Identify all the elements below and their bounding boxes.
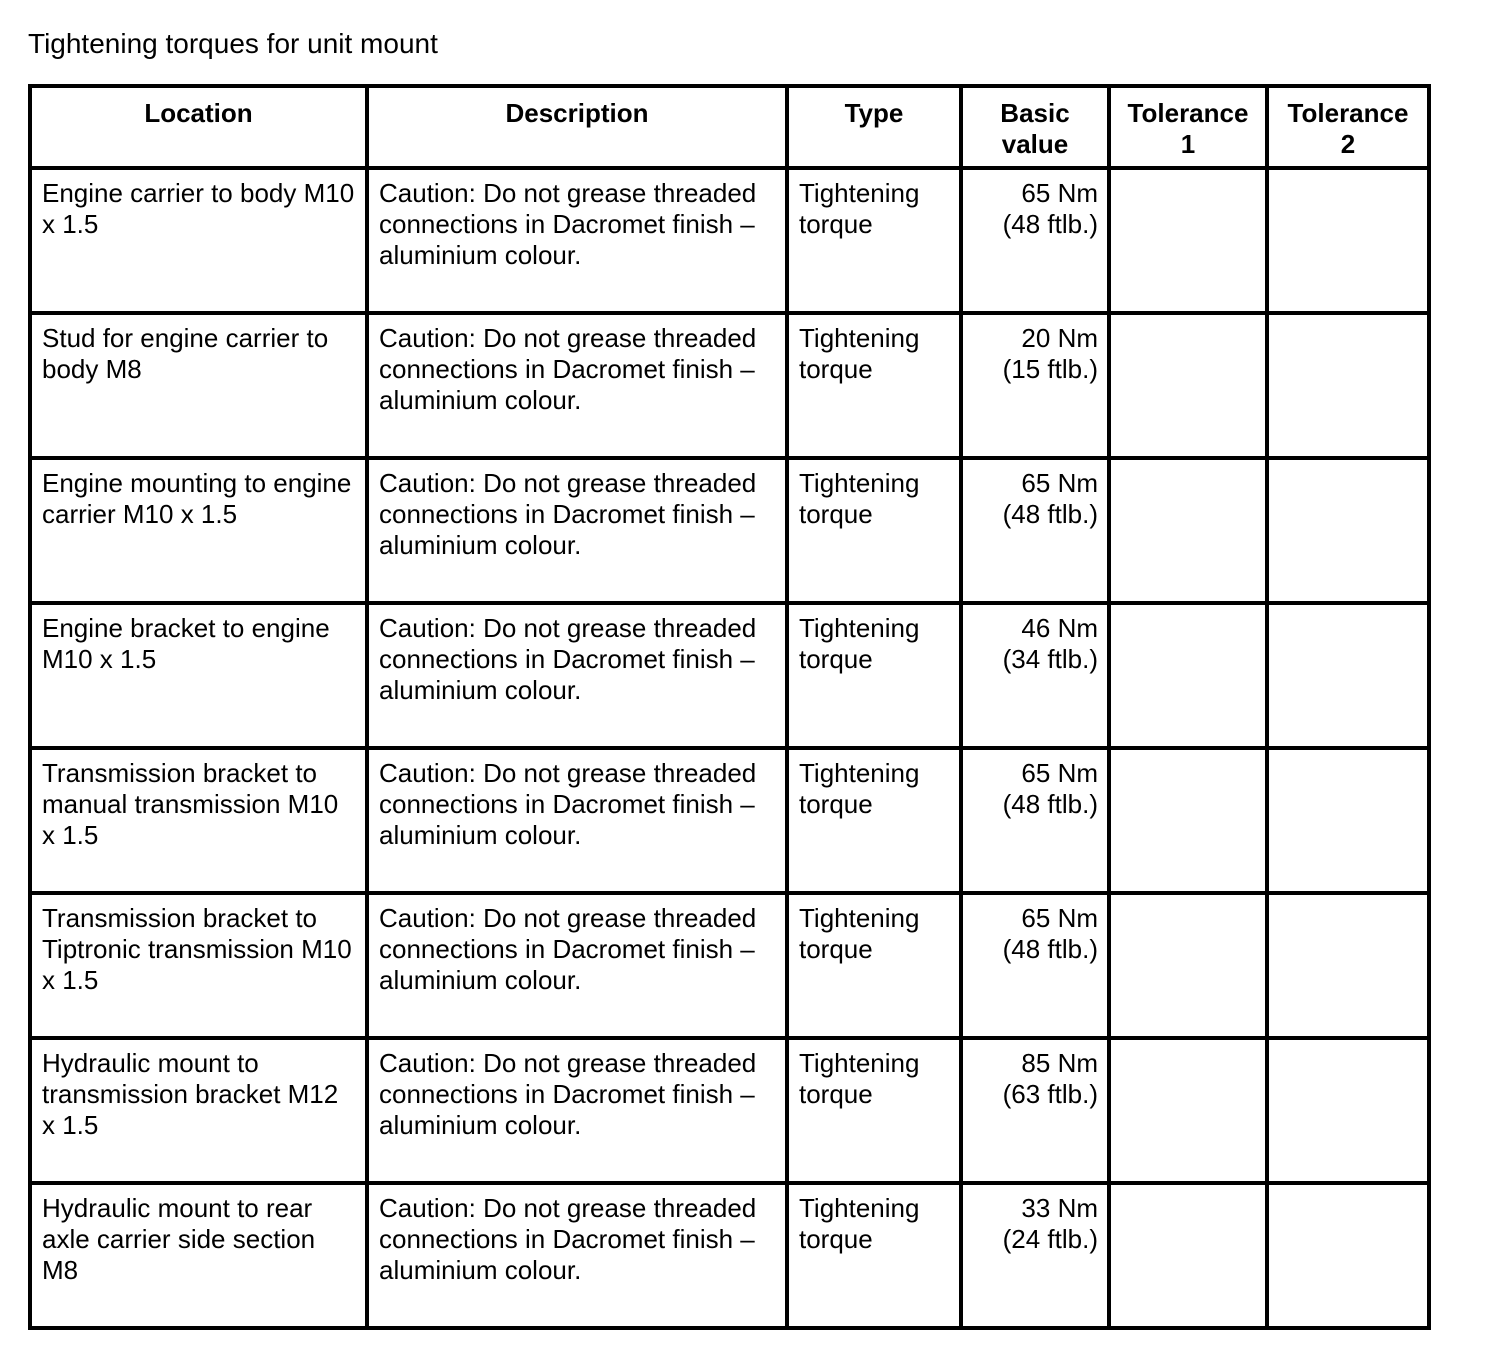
location-cell: Engine mounting to engine carrier M10 x 1.5 — [30, 458, 367, 603]
header-tolerance-2-line1: Tolerance — [1287, 98, 1409, 128]
torque-table — [28, 84, 1431, 1330]
tolerance-1-cell — [1109, 603, 1267, 748]
tolerance-1-cell — [1109, 458, 1267, 603]
header-tolerance-2 — [1267, 86, 1429, 168]
header-type — [787, 86, 961, 168]
basic-value-cell — [961, 168, 1109, 313]
type-cell: Tightening torque — [787, 313, 961, 458]
description-cell: Caution: Do not grease threaded connections in Dacromet finish – aluminium colour. — [367, 893, 787, 1038]
type-cell: Tightening torque — [787, 1038, 961, 1183]
basic-value-cell — [961, 458, 1109, 603]
header-basic-value-line1: Basic — [1000, 98, 1070, 128]
description-cell: Caution: Do not grease threaded connections in Dacromet finish – aluminium colour. — [367, 1038, 787, 1183]
basic-value-cell — [961, 1183, 1109, 1328]
description-cell: Caution: Do not grease threaded connections in Dacromet finish – aluminium colour. — [367, 458, 787, 603]
tolerance-2-cell — [1267, 1183, 1429, 1328]
value-ftlb: (24 ftlb.) — [1002, 1224, 1098, 1254]
location-cell: Hydraulic mount to rear axle carrier side section M8 — [30, 1183, 367, 1328]
header-tolerance-1-line1: Tolerance — [1127, 98, 1249, 128]
location-cell: Transmission bracket to manual transmission M10 x 1.5 — [30, 748, 367, 893]
table-row — [30, 603, 1429, 748]
page-title: Tightening torques for unit mount — [28, 28, 438, 59]
type-cell: Tightening torque — [787, 168, 961, 313]
value-ftlb: (48 ftlb.) — [1002, 789, 1098, 819]
value-ftlb: (48 ftlb.) — [1002, 934, 1098, 964]
tolerance-1-cell — [1109, 748, 1267, 893]
tolerance-2-cell — [1267, 168, 1429, 313]
tolerance-2-cell — [1267, 1038, 1429, 1183]
tolerance-2-cell — [1267, 893, 1429, 1038]
tolerance-2-cell — [1267, 458, 1429, 603]
table-row — [30, 748, 1429, 893]
description-cell: Caution: Do not grease threaded connections in Dacromet finish – aluminium colour. — [367, 313, 787, 458]
tolerance-1-cell — [1109, 1183, 1267, 1328]
type-cell: Tightening torque — [787, 893, 961, 1038]
type-cell: Tightening torque — [787, 603, 961, 748]
location-cell: Stud for engine carrier to body M8 — [30, 313, 367, 458]
location-cell: Engine bracket to engine M10 x 1.5 — [30, 603, 367, 748]
header-location — [30, 86, 367, 168]
tolerance-1-cell — [1109, 168, 1267, 313]
value-ftlb: (48 ftlb.) — [1002, 499, 1098, 529]
location-cell: Hydraulic mount to transmission bracket M12 x 1.5 — [30, 1038, 367, 1183]
value-nm: 33 Nm — [1021, 1193, 1098, 1223]
table-row — [30, 168, 1429, 313]
basic-value-cell — [961, 313, 1109, 458]
table-row — [30, 893, 1429, 1038]
basic-value-cell — [961, 603, 1109, 748]
header-location-label: Location — [144, 98, 253, 128]
value-ftlb: (63 ftlb.) — [1002, 1079, 1098, 1109]
value-nm: 65 Nm — [1021, 903, 1098, 933]
type-cell: Tightening torque — [787, 458, 961, 603]
header-type-label: Type — [844, 98, 904, 128]
description-cell: Caution: Do not grease threaded connections in Dacromet finish – aluminium colour. — [367, 1183, 787, 1328]
value-nm: 65 Nm — [1021, 758, 1098, 788]
header-tolerance-1-line2: 1 — [1180, 129, 1196, 159]
type-cell: Tightening torque — [787, 748, 961, 893]
table-row — [30, 1183, 1429, 1328]
header-description-label: Description — [505, 98, 649, 128]
value-nm: 65 Nm — [1021, 468, 1098, 498]
table-row — [30, 1038, 1429, 1183]
tolerance-2-cell — [1267, 748, 1429, 893]
header-basic-value-line2: value — [1001, 129, 1069, 159]
header-description — [367, 86, 787, 168]
tolerance-1-cell — [1109, 313, 1267, 458]
header-basic-value — [961, 86, 1109, 168]
tolerance-2-cell — [1267, 603, 1429, 748]
tolerance-1-cell — [1109, 893, 1267, 1038]
value-ftlb: (48 ftlb.) — [1002, 209, 1098, 239]
table-row — [30, 313, 1429, 458]
tolerance-1-cell — [1109, 1038, 1267, 1183]
description-cell: Caution: Do not grease threaded connections in Dacromet finish – aluminium colour. — [367, 603, 787, 748]
value-nm: 85 Nm — [1021, 1048, 1098, 1078]
value-nm: 65 Nm — [1021, 178, 1098, 208]
value-ftlb: (15 ftlb.) — [1002, 354, 1098, 384]
table-body — [30, 168, 1429, 1328]
location-cell: Engine carrier to body M10 x 1.5 — [30, 168, 367, 313]
type-cell: Tightening torque — [787, 1183, 961, 1328]
header-tolerance-1 — [1109, 86, 1267, 168]
tolerance-2-cell — [1267, 313, 1429, 458]
basic-value-cell — [961, 748, 1109, 893]
value-ftlb: (34 ftlb.) — [1002, 644, 1098, 674]
header-tolerance-2-line2: 2 — [1340, 129, 1356, 159]
location-cell: Transmission bracket to Tiptronic transmission M10 x 1.5 — [30, 893, 367, 1038]
description-cell: Caution: Do not grease threaded connections in Dacromet finish – aluminium colour. — [367, 168, 787, 313]
value-nm: 46 Nm — [1021, 613, 1098, 643]
description-cell: Caution: Do not grease threaded connections in Dacromet finish – aluminium colour. — [367, 748, 787, 893]
basic-value-cell — [961, 893, 1109, 1038]
table-row — [30, 458, 1429, 603]
table-header-row — [30, 86, 1429, 168]
basic-value-cell — [961, 1038, 1109, 1183]
value-nm: 20 Nm — [1021, 323, 1098, 353]
